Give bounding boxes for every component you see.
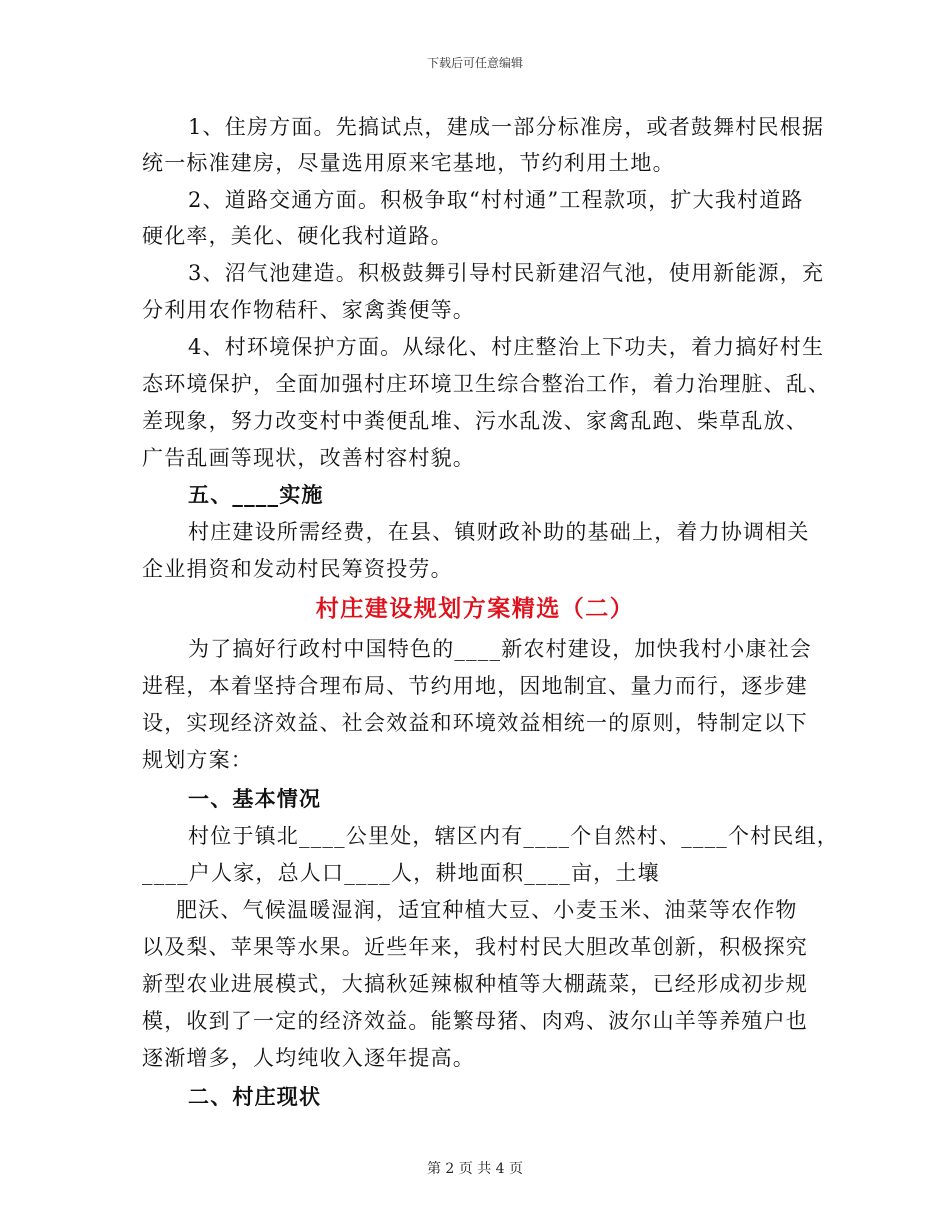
paragraph-line: 3、沼气池建造。积极鼓舞引导村民新建沼气池，使用新能源，充	[188, 261, 825, 285]
document-title: 村庄建设规划方案精选（二）	[315, 595, 635, 622]
paragraph-line: 企业捐资和发动村民筹资投劳。	[142, 557, 453, 581]
paragraph-line: 模，收到了一定的经济效益。能繁母猪、肉鸡、波尔山羊等养殖户也	[142, 1009, 808, 1033]
paragraph-line: 差现象，努力改变村中粪便乱堆、污水乱泼、家禽乱跑、柴草乱放、	[142, 409, 808, 433]
paragraph-line: 规划方案：	[142, 748, 253, 772]
paragraph-line: 设，实现经济效益、社会效益和环境效益相统一的原则，特制定以下	[142, 711, 808, 735]
paragraph-line: 村位于镇北____公里处，辖区内有____个自然村、____个村民组，	[188, 824, 839, 848]
paragraph-line: 肥沃、气候温暖湿润，适宜种植大豆、小麦玉米、油菜等农作物	[176, 898, 798, 922]
paragraph-line: 进程，本着坚持合理布局、节约用地，因地制宜、量力而行，逐步建	[142, 674, 808, 698]
paragraph-line: 以及梨、苹果等水果。近些年来，我村村民大胆改革创新，积极探究	[142, 935, 808, 959]
paragraph-line: 为了搞好行政村中国特色的____新农村建设，加快我村小康社会	[188, 637, 812, 661]
paragraph-line: 1、住房方面。先搞试点，建成一部分标准房，或者鼓舞村民根据	[188, 115, 825, 139]
paragraph-line: 村庄建设所需经费，在县、镇财政补助的基础上，着力协调相关	[188, 520, 810, 544]
paragraph-line: 广告乱画等现状，改善村容村貌。	[142, 446, 475, 470]
paragraph-line: 2、道路交通方面。积极争取“村村通”工程款项，扩大我村道路	[188, 188, 804, 212]
paragraph-line: 新型农业进展模式，大搞秋延辣椒种植等大棚蔬菜，已经形成初步规	[142, 972, 808, 996]
paragraph-line: 统一标准建房，尽量选用原来宅基地，节约利用土地。	[142, 151, 675, 175]
page-footer: 第 2 页 共 4 页	[426, 1161, 524, 1177]
paragraph-line: 硬化率，美化、硬化我村道路。	[142, 224, 453, 248]
section-heading: 二、村庄现状	[188, 1084, 322, 1109]
section-heading: 五、____实施	[188, 482, 324, 507]
paragraph-line: 逐渐增多，人均纯收入逐年提高。	[142, 1046, 475, 1070]
paragraph-line: ____户人家，总人口____人，耕地面积____亩，土壤	[142, 861, 660, 885]
paragraph-line: 态环境保护，全面加强村庄环境卫生综合整治工作，着力治理脏、乱、	[142, 372, 831, 396]
page-header: 下载后可任意编辑	[426, 56, 523, 70]
paragraph-line: 分利用农作物秸秆、家禽粪便等。	[142, 298, 475, 322]
section-heading: 一、基本情况	[188, 786, 322, 811]
paragraph-line: 4、村环境保护方面。从绿化、村庄整治上下功夫，着力搞好村生	[188, 335, 825, 359]
